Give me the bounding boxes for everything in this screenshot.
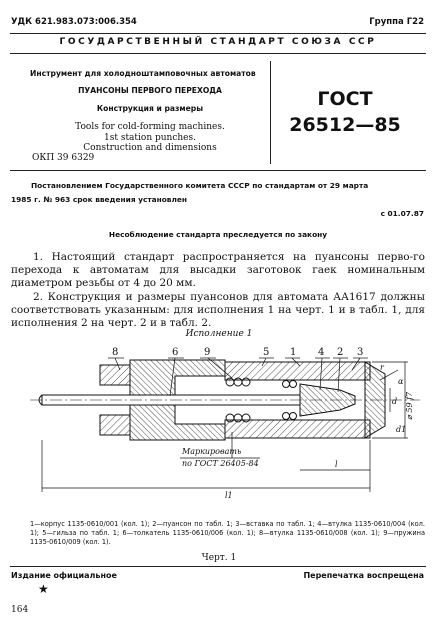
decree-date: с 01.07.87: [380, 209, 424, 218]
label-8: 8: [112, 347, 119, 358]
title-line-2: ПУАНСОНЫ ПЕРВОГО ПЕРЕХОДА: [78, 86, 222, 95]
figure-caption: Исполнение 1: [185, 329, 253, 339]
title-english-1: Tools for cold-forming machines.: [75, 122, 225, 132]
decree-line-2: 1985 г. № 963 срок введения установлен: [11, 195, 188, 204]
chart-number: Черт. 1: [201, 553, 237, 563]
marking-reference: по ГОСТ 26405-84: [182, 459, 259, 468]
label-1: 1: [290, 347, 297, 358]
okp-code: ОКП 39 6329: [32, 153, 95, 163]
star-icon: ★: [38, 582, 49, 596]
dimension-alpha: α: [398, 377, 404, 386]
header-rule-bottom: [10, 53, 426, 54]
label-2: 2: [337, 347, 344, 358]
dimension-l: l: [335, 460, 338, 469]
group-code: Группа Г22: [369, 17, 424, 27]
label-4: 4: [318, 347, 325, 358]
label-5: 5: [263, 347, 270, 358]
label-6: 6: [172, 347, 179, 358]
title-english: [40, 122, 260, 154]
title-line-1: Инструмент для холодноштамповочных автоматов: [30, 69, 256, 78]
paragraph-2: 2. Конструкция и размеры пуансонов для автомата АА1617 должны соответствовать указанным: для исполнения 1 на черт. 1 и в табл. 1, для исполнения 2 на черт. 2 и в табл. 2.: [11, 291, 425, 329]
no-reprint-notice: Перепечатка воспрещена: [303, 571, 424, 580]
dimension-phi: ⌀ 59 f7: [405, 391, 414, 420]
paragraph-1: 1. Настоящий стандарт распространяется на пуансоны перво-го перехода к автоматам для высадки заготовок гаек номинальным диаметром резьбы от 4 до 20 мм.: [11, 251, 425, 289]
gost-number: 26512—85: [289, 114, 401, 136]
title-line-3: Конструкция и размеры: [96, 104, 204, 113]
law-warning: Несоблюдение стандарта преследуется по закону: [108, 230, 328, 239]
label-9: 9: [204, 347, 211, 358]
dimension-l1: l1: [225, 491, 233, 500]
title-english-3: Construction and dimensions: [83, 143, 217, 153]
marking-label: Маркировать: [182, 447, 242, 456]
dimension-r: r: [380, 363, 384, 372]
dimension-d: d: [392, 397, 398, 406]
title-english-2: 1st station punches.: [104, 132, 196, 143]
page-number: 164: [11, 605, 29, 615]
decree-line-1: Постановлением Государственного комитета СССР по стандартам от 29 марта: [31, 181, 369, 190]
title-divider: [270, 61, 271, 164]
title-rule: [10, 170, 426, 171]
footer-rule: [10, 566, 426, 567]
udk-code: УДК 621.983.073:006.354: [11, 17, 137, 27]
header-rule-top: [10, 33, 426, 34]
dimension-d1: d1: [396, 425, 407, 434]
standard-banner: ГОСУДАРСТВЕННЫЙ СТАНДАРТ СОЮЗА ССР: [59, 37, 377, 47]
figure-legend: 1—корпус 1135-0610/001 (кол. 1); 2—пуансон по табл. 1; 3—вставка по табл. 1; 4—втулка 1135-0610/004 (кол. 1); 5—гильза по табл. 1; 6—толкатель 1135-0610/006 (кол. 1); 8—втулка 1135-0610/008 (кол. 1); 9—пружина 1135-0610/009 (кол. 1).: [30, 520, 425, 546]
gost-label: ГОСТ: [317, 88, 373, 110]
label-3: 3: [357, 347, 364, 358]
official-edition: Издание официальное: [11, 571, 117, 580]
punch-drawing: [0, 340, 438, 510]
